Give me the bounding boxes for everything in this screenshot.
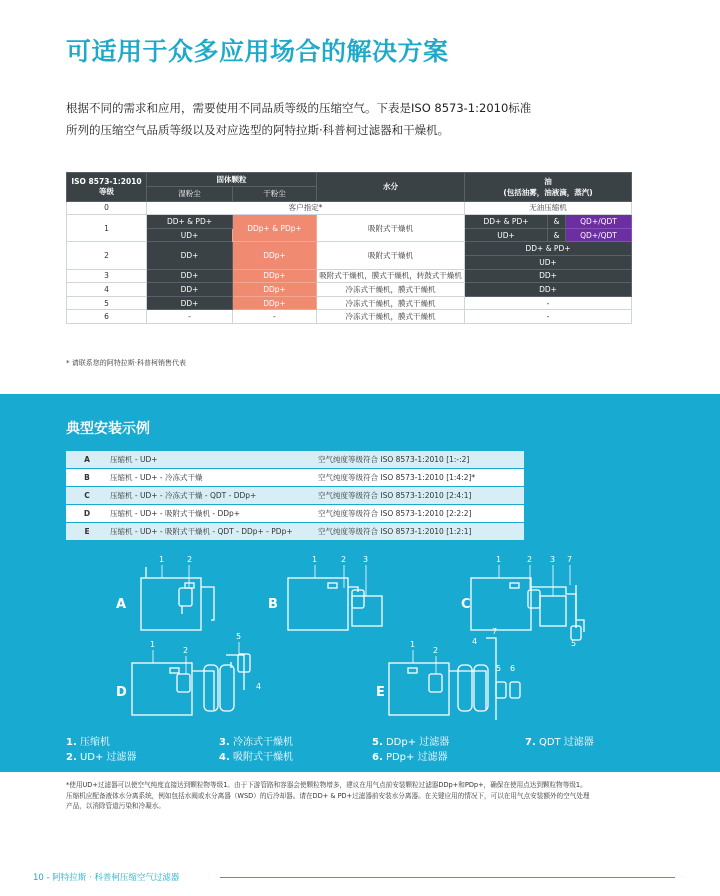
legend-item: 2. UD+ 过滤器 [66,752,137,763]
page-footer: 10 - 阿特拉斯 · 科普柯压缩空气过滤器 [33,873,180,883]
diagram-letter-c: C [461,597,471,612]
footer-divider [220,877,675,878]
legend-item: 3. 冷冻式干燥机 [219,737,293,748]
diagram-letter-d: D [116,685,127,700]
install-desc: 压缩机 - UD+ [108,451,316,469]
header-wet-dust: 湿粉尘 [147,186,233,201]
install-letter: C [66,487,108,505]
dry-dust-cell: DDp+ [233,283,317,297]
diagram-letter-a: A [116,597,127,612]
diagram-num-7: 7 [492,627,498,636]
diagram-num-5: 5 [496,664,502,673]
wet-dust-cell: DD+ [147,296,233,310]
diagram-num-1: 1 [159,555,165,564]
diagram-num-4: 4 [256,682,262,691]
wet-dust-cell: DD+ [147,242,233,269]
diagram-num-5: 5 [236,632,242,641]
table-row [67,215,632,229]
table-row [67,201,632,215]
page-title: 可适用于众多应用场合的解决方案 [66,37,449,66]
install-grade: 空气纯度等级符合 ISO 8573-1:2010 [1:4:2]* [316,469,524,487]
oil-cell: UD+ [465,255,632,269]
install-desc: 压缩机 - UD+ - 冷冻式干燥 [108,469,316,487]
diagram-letter-e: E [376,685,385,700]
grade-cell: 5 [67,296,147,310]
install-letter: D [66,505,108,523]
wet-dust-cell: UD+ [147,228,233,242]
oil-cell: DD+ [465,269,632,283]
install-desc: 压缩机 - UD+ - 吸附式干燥机 - QDT - DDp+ - PDp+ [108,523,316,541]
install-letter: B [66,469,108,487]
grade-cell: 6 [67,310,147,324]
installation-table [66,451,524,541]
oil-qd-cell: QD+/QDT [566,215,632,229]
diagram-num-1: 1 [312,555,318,564]
intro-line: 所列的压缩空气品质等级以及对应选型的阿特拉斯·科普柯过滤器和干燥机。 [66,123,450,137]
dry-dust-cell: DDp+ [233,269,317,283]
diagram-d [116,632,261,715]
oil-cell: DD+ & PD+ [465,242,632,256]
diagram-num-3: 3 [550,555,556,564]
table-row [67,296,632,310]
iso-quality-table [66,172,632,324]
table-footnote: * 请联系您的阿特拉斯·科普柯销售代表 [66,359,186,367]
wet-dust-cell: DD+ [147,283,233,297]
install-grade: 空气纯度等级符合 ISO 8573-1:2010 [1:-:2] [316,451,524,469]
oil-cell: 无油压缩机 [465,201,632,215]
table-row [67,242,632,256]
grade-cell: 2 [67,242,147,269]
installation-title: 典型安装示例 [66,421,150,437]
diagram-letter-b: B [268,597,278,612]
diagram-c [461,555,584,648]
install-letter: A [66,451,108,469]
diagram-num-1: 1 [150,640,156,649]
diagram-num-1: 1 [496,555,502,564]
header-dry-dust: 干粉尘 [233,186,317,201]
grade-cell: 1 [67,215,147,242]
diagram-num-2: 2 [183,646,189,655]
diagram-num-2: 2 [527,555,533,564]
dry-dust-cell: DDp+ & PDp+ [233,215,317,242]
water-cell: 冷冻式干燥机，膜式干燥机 [317,296,465,310]
grade-cell: 4 [67,283,147,297]
dry-dust-cell: DDp+ [233,296,317,310]
legend-item: 4. 吸附式干燥机 [219,752,293,763]
table-row [66,469,524,487]
wet-dust-cell: DD+ & PD+ [147,215,233,229]
install-grade: 空气纯度等级符合 ISO 8573-1:2010 [2:2:2] [316,505,524,523]
install-grade: 空气纯度等级符合 ISO 8573-1:2010 [2:4:1] [316,487,524,505]
install-desc: 压缩机 - UD+ - 冷冻式干燥 - QDT - DDp+ [108,487,316,505]
diagram-num-3: 3 [363,555,369,564]
dry-dust-cell: DDp+ [233,242,317,269]
install-letter: E [66,523,108,541]
diagram-num-2: 2 [341,555,347,564]
water-cell: 吸附式干燥机 [317,242,465,269]
legend-item: 6. PDp+ 过滤器 [372,752,448,763]
note-line: 压缩机应配备液体水分离系统，例如包括水阀或水分离器（WSD）的后冷却器。请在DD+ & PD+过滤器前安装水分离器。在关键应用的情况下，可以在用气点安装额外的空气处理 [66,791,590,800]
oil-cell: UD+ [465,228,548,242]
water-cell: 吸附式干燥机，膜式干燥机，转鼓式干燥机 [317,269,465,283]
table-row [66,505,524,523]
header-oil: 油 (包括油雾，油液滴，蒸汽) [465,173,632,202]
water-cell: 冷冻式干燥机，膜式干燥机 [317,283,465,297]
table-row [66,487,524,505]
diagram-num-6: 6 [510,664,516,673]
wet-dust-cell: DD+ [147,269,233,283]
header-solid: 固体颗粒 [147,173,317,187]
installation-diagrams [66,550,636,730]
table-row [67,269,632,283]
oil-cell: DD+ & PD+ [465,215,548,229]
legend-item: 5. DDp+ 过滤器 [372,737,450,748]
diagram-num-5: 5 [571,639,577,648]
table-row [67,310,632,324]
diagram-a [116,555,214,630]
legend-item: 1. 压缩机 [66,737,110,748]
oil-qd-cell: QD+/QDT [566,228,632,242]
diagram-b [268,555,382,630]
water-cell: 冷冻式干燥机，膜式干燥机 [317,310,465,324]
oil-cell: - [465,296,632,310]
install-grade: 空气纯度等级符合 ISO 8573-1:2010 [1:2:1] [316,523,524,541]
dry-dust-cell: - [233,310,317,324]
diagram-num-7: 7 [567,555,573,564]
installation-note [66,780,646,812]
diagram-num-1: 1 [410,640,416,649]
grade-cell: 3 [67,269,147,283]
table-row [67,283,632,297]
diagram-e [376,627,520,720]
table-row [66,523,524,541]
intro-line: 根据不同的需求和应用，需要使用不同品质等级的压缩空气。下表是ISO 8573-1:2010标准 [66,101,532,115]
diagram-num-2: 2 [187,555,193,564]
water-cell: 吸附式干燥机 [317,215,465,242]
diagram-num-4: 4 [472,637,478,646]
header-water: 水分 [317,173,465,202]
oil-amp-cell: & [548,215,566,229]
oil-cell: DD+ [465,283,632,297]
note-line: 产品，以消除管道污染和冷凝水。 [66,802,165,810]
wet-dust-cell: - [147,310,233,324]
oil-cell: - [465,310,632,324]
diagram-num-2: 2 [433,646,439,655]
table-row [66,451,524,469]
grade-cell: 0 [67,201,147,215]
oil-amp-cell: & [548,228,566,242]
intro-paragraph [66,97,666,141]
legend-item: 7. QDT 过滤器 [525,737,594,748]
install-desc: 压缩机 - UD+ - 吸附式干燥机 - DDp+ [108,505,316,523]
solid-cell: 客户指定* [147,201,465,215]
note-line: *使用UD+过滤器可以使空气纯度直接达到颗粒物等级1。由于下游管路和容器会使颗粒物增多，建议在用气点前安装颗粒过滤器DDp+和PDp+，确保在使用点达到颗粒物等级1。 [66,781,587,789]
header-grade: ISO 8573-1:2010 等级 [67,173,147,202]
